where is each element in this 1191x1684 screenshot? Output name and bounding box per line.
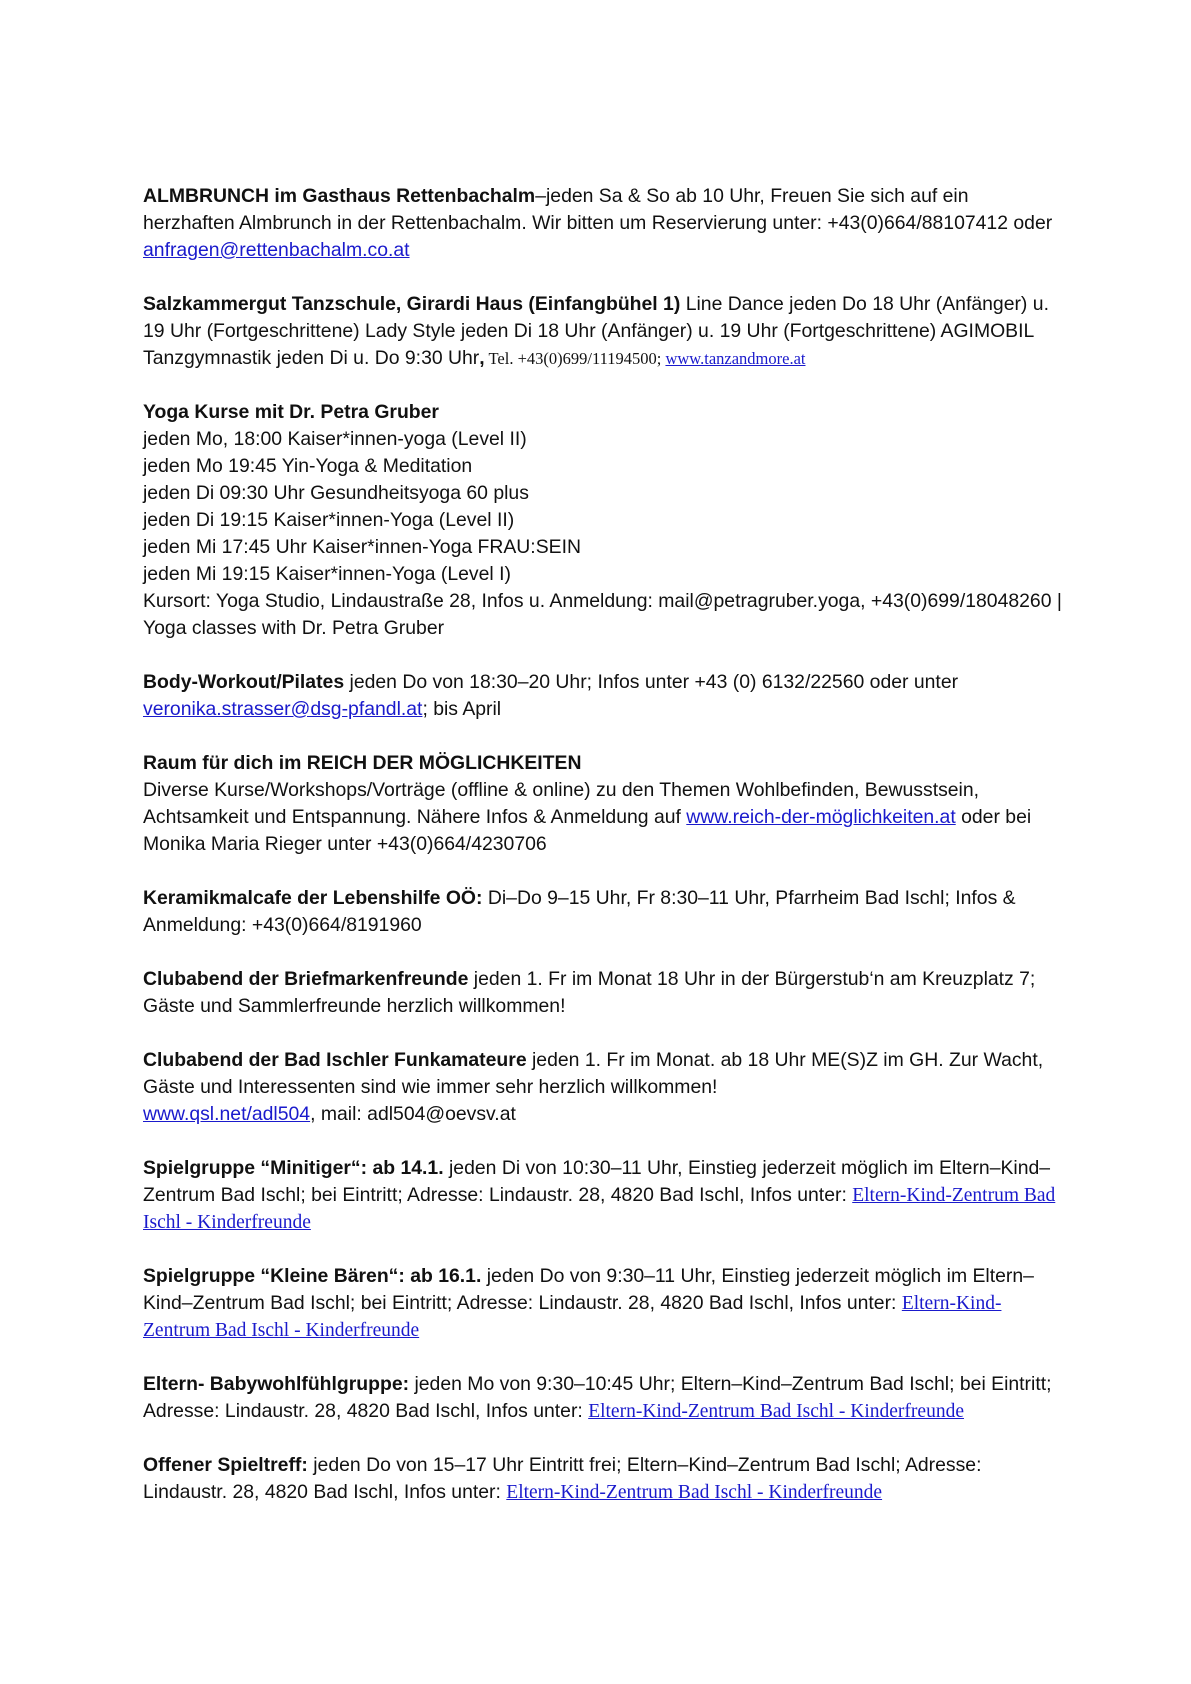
website-link[interactable]: www.reich-der-möglichkeiten.at xyxy=(686,806,956,828)
entry-title: Raum für dich im REICH DER MÖGLICHKEITEN xyxy=(143,752,582,774)
entry-text: Kursort: Yoga Studio, Lindaustraße 28, Infos u. Anmeldung: mail@petragruber.yoga, +43(0)699/18048260 | Yoga classes with Dr. Petra Gruber xyxy=(143,590,1062,639)
entry-title: ALMBRUNCH im Gasthaus Rettenbachalm xyxy=(143,185,536,207)
entry-title: Salzkammergut Tanzschule, Girardi Haus (Einfangbühel 1) xyxy=(143,293,681,315)
entry-text: jeden 1. Fr im Monat. ab 18 Uhr ME(S)Z im GH. Zur Wacht, Gäste und Interessenten sind wie immer sehr herzlich willkommen! xyxy=(143,1049,1044,1098)
schedule-line: jeden Mi 17:45 Uhr Kaiser*innen-Yoga FRAU:SEIN xyxy=(143,536,581,558)
schedule-line: jeden Mi 19:15 Kaiser*innen-Yoga (Level I) xyxy=(143,563,511,585)
entry-text: jeden 1. Fr im Monat 18 Uhr in der Bürgerstub‘n am Kreuzplatz 7; Gäste und Sammlerfreunde herzlich willkommen! xyxy=(143,968,1036,1017)
entry-minitiger xyxy=(143,1155,1063,1236)
email-link[interactable]: veronika.strasser@dsg-pfandl.at xyxy=(143,698,423,720)
phone-text: Tel. +43(0)699/11194500; xyxy=(484,349,666,368)
website-link[interactable]: www.tanzandmore.at xyxy=(665,349,806,368)
comma: , xyxy=(479,347,485,369)
website-link[interactable]: Eltern-Kind-Zentrum Bad Ischl - Kinderfreunde xyxy=(143,1293,1002,1341)
entry-text: jeden Mo von 9:30–10:45 Uhr; Eltern–Kind–Zentrum Bad Ischl; bei Eintritt; Adresse: Lindaustr. 28, 4820 Bad Ischl, Infos unter: xyxy=(143,1373,1052,1422)
entry-title: Keramikmalcafe der Lebenshilfe OÖ: xyxy=(143,887,483,909)
website-link[interactable]: www.qsl.net/adl504 xyxy=(143,1103,311,1125)
entry-title: Spielgruppe “Minitiger“: ab 14.1. xyxy=(143,1157,444,1179)
entry-title: Eltern- Babywohlfühlgruppe: xyxy=(143,1373,410,1395)
schedule-line: jeden Di 19:15 Kaiser*innen-Yoga (Level II) xyxy=(143,509,515,531)
entry-title: Clubabend der Briefmarkenfreunde xyxy=(143,968,469,990)
entry-text-after: , mail: adl504@oevsv.at xyxy=(310,1103,516,1125)
entry-text: jeden Do von 15–17 Uhr Eintritt frei; Eltern–Kind–Zentrum Bad Ischl; Adresse: Lindaustr. 28, 4820 Bad Ischl, Infos unter: xyxy=(143,1454,982,1503)
website-link[interactable]: Eltern-Kind-Zentrum Bad Ischl - Kinderfreunde xyxy=(143,1185,1056,1233)
entry-title: Body-Workout/Pilates xyxy=(143,671,345,693)
entry-title: Offener Spieltreff: xyxy=(143,1454,308,1476)
website-link[interactable]: Eltern-Kind-Zentrum Bad Ischl - Kinderfreunde xyxy=(506,1482,883,1503)
entry-text: Di–Do 9–15 Uhr, Fr 8:30–11 Uhr, Pfarrheim Bad Ischl; Infos & Anmeldung: +43(0)664/8191960 xyxy=(143,887,1016,936)
website-link[interactable]: Eltern-Kind-Zentrum Bad Ischl - Kinderfreunde xyxy=(588,1401,964,1422)
entry-briefmarken xyxy=(143,966,1063,1020)
entry-kleine-baeren xyxy=(143,1263,1063,1344)
entry-text: jeden Di von 10:30–11 Uhr, Einstieg jederzeit möglich im Eltern–Kind–Zentrum Bad Ischl; bei Eintritt; Adresse: Lindaustr. 28, 4820 Bad Ischl, Infos unter: xyxy=(143,1157,1051,1206)
entry-spieltreff xyxy=(143,1452,1063,1506)
entry-tanzschule xyxy=(143,291,1063,372)
entry-babywohlfuehl xyxy=(143,1371,1063,1425)
entry-text-after: ; bis April xyxy=(422,698,502,720)
entry-title: Yoga Kurse mit Dr. Petra Gruber xyxy=(143,401,439,423)
entry-text: –jeden Sa & So ab 10 Uhr, Freuen Sie sich auf ein herzhaften Almbrunch in der Rettenbachalm. Wir bitten um Reservierung unter: +43(0)664/88107412 oder xyxy=(143,185,1053,234)
schedule-line: jeden Mo, 18:00 Kaiser*innen-yoga (Level II) xyxy=(143,428,527,450)
schedule-line: jeden Di 09:30 Uhr Gesundheitsyoga 60 plus xyxy=(143,482,529,504)
entry-yoga xyxy=(143,399,1063,642)
entry-keramik xyxy=(143,885,1063,939)
entry-text: jeden Do von 9:30–11 Uhr, Einstieg jederzeit möglich im Eltern–Kind–Zentrum Bad Ischl; bei Eintritt; Adresse: Lindaustr. 28, 4820 Bad Ischl, Infos unter: xyxy=(143,1265,1034,1314)
email-link[interactable]: anfragen@rettenbachalm.co.at xyxy=(143,239,410,261)
schedule-line: jeden Mo 19:45 Yin-Yoga & Meditation xyxy=(143,455,473,477)
entry-almbrunch xyxy=(143,183,1063,264)
entry-pilates xyxy=(143,669,1063,723)
entry-title: Clubabend der Bad Ischler Funkamateure xyxy=(143,1049,527,1071)
entry-reich xyxy=(143,750,1063,858)
document-page xyxy=(143,183,1063,1506)
entry-text: Diverse Kurse/Workshops/Vorträge (offline & online) zu den Themen Wohlbefinden, Bewusstsein, Achtsamkeit und Entspannung. Nähere Infos & Anmeldung auf xyxy=(143,779,980,828)
entry-text: jeden Do von 18:30–20 Uhr; Infos unter +43 (0) 6132/22560 oder unter xyxy=(344,671,959,693)
entry-title: Spielgruppe “Kleine Bären“: ab 16.1. xyxy=(143,1265,482,1287)
entry-text: Line Dance jeden Do 18 Uhr (Anfänger) u. 19 Uhr (Fortgeschrittene) Lady Style jeden Di 18 Uhr (Anfänger) u. 19 Uhr (Fortgeschrittene) AGIMOBIL Tanzgymnastik jeden Di u. Do 9:30 Uhr xyxy=(143,293,1049,369)
entry-funkamateure xyxy=(143,1047,1063,1128)
entry-text-after: oder bei Monika Maria Rieger unter +43(0)664/4230706 xyxy=(143,806,1032,855)
